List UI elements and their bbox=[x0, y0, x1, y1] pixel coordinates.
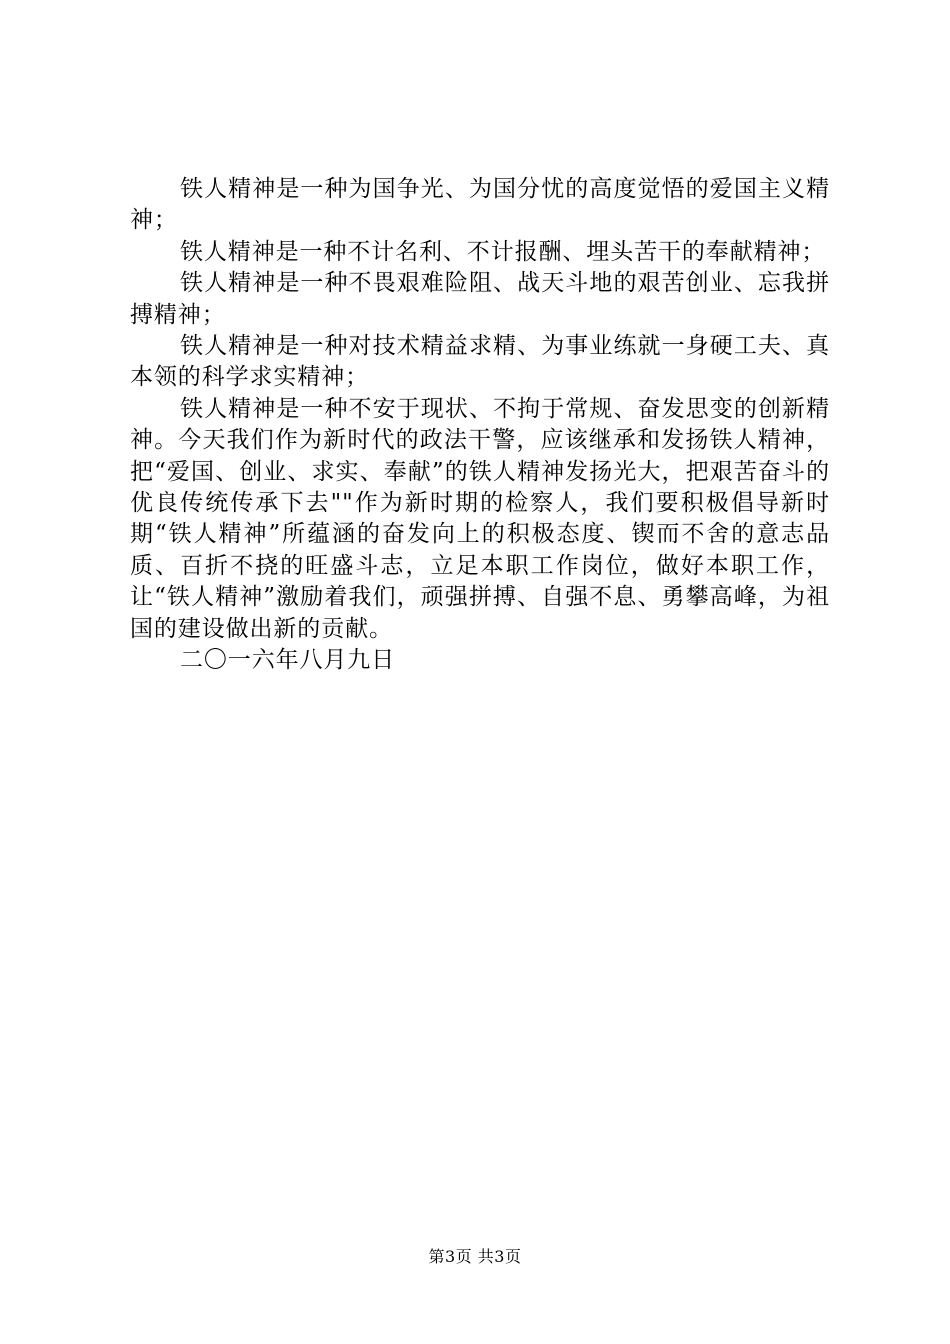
paragraph-dedication: 铁人精神是一种不计名利、不计报酬、埋头苦干的奉献精神； bbox=[180, 238, 826, 265]
paragraph-patriotism: 铁人精神是一种为国争光、为国分忧的高度觉悟的爱国主义精神； bbox=[130, 176, 830, 234]
page-number: 第3页 共3页 bbox=[428, 1247, 522, 1266]
page-footer bbox=[0, 1247, 950, 1267]
document-body bbox=[130, 174, 830, 677]
paragraph-science: 铁人精神是一种对技术精益求精、为事业练就一身硬工夫、真本领的科学求实精神； bbox=[130, 333, 830, 391]
document-date: 二〇一六年八月九日 bbox=[180, 647, 396, 674]
paragraph-hard-work: 铁人精神是一种不畏艰难险阻、战天斗地的艰苦创业、忘我拼搏精神； bbox=[130, 270, 830, 328]
paragraph-innovation: 铁人精神是一种不安于现状、不拘于常规、奋发思变的创新精神。今天我们作为新时代的政法干警，应该继承和发扬铁人精神，把“爱国、创业、求实、奉献”的铁人精神发扬光大，把艰苦奋斗的优良传统传承下去""作为新时期的检察人，我们要积极倡导新时期“铁人精神”所蕴涵的奋发向上的积极态度、锲而不舍的意志品质、百折不挠的旺盛斗志，立足本职工作岗位，做好本职工作，让“铁人精神”激励着我们，顽强拼搏、自强不息、勇攀高峰，为祖国的建设做出新的贡献。 bbox=[130, 395, 830, 642]
